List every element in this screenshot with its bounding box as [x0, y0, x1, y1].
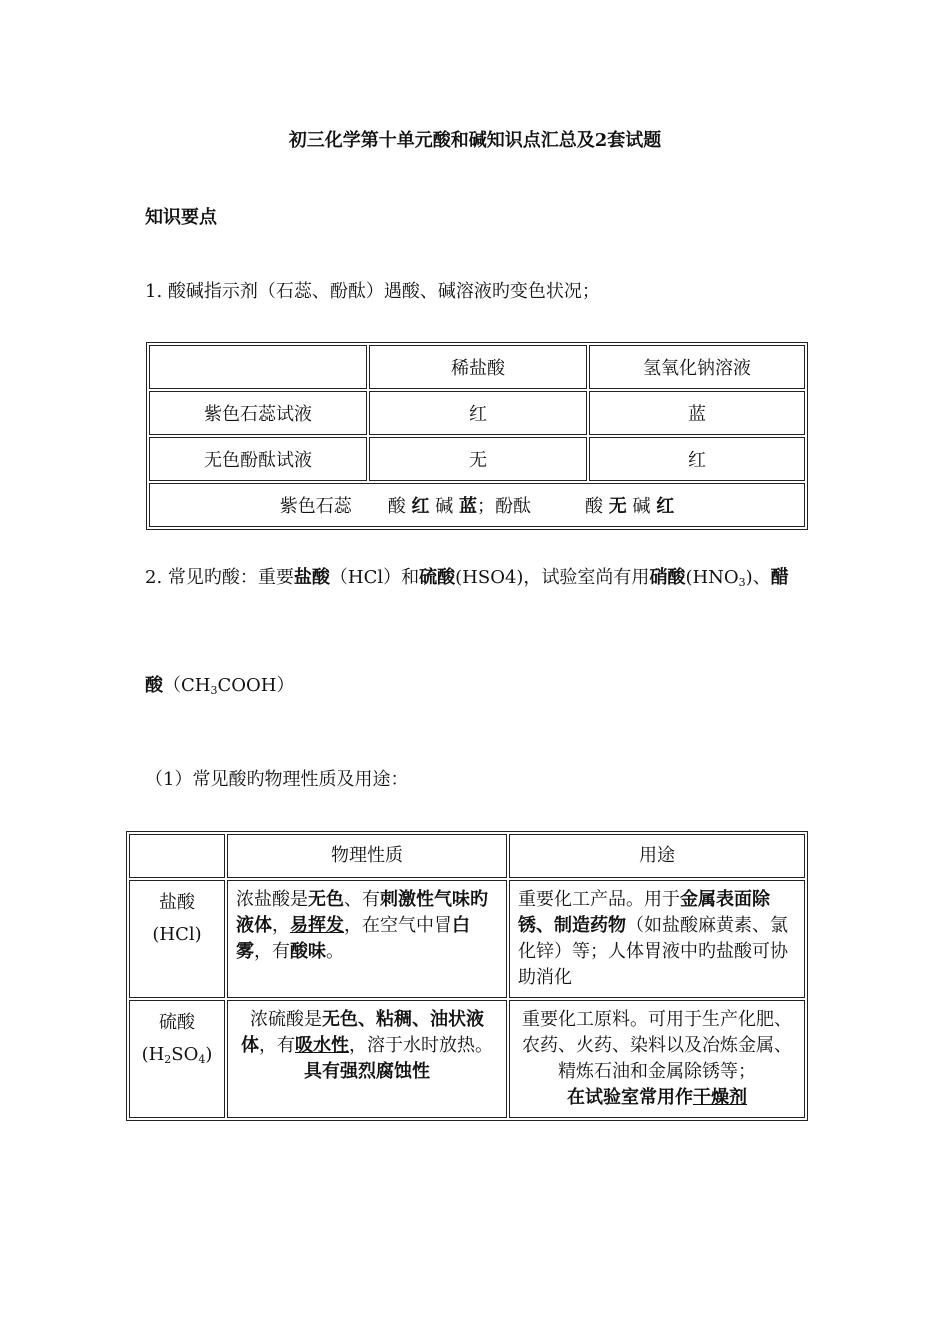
- header-cell-naoh: 氢氧化钠溶液: [589, 345, 805, 389]
- summary-text: 碱: [435, 496, 454, 517]
- summary-bold: 无: [608, 496, 627, 517]
- row-label: 无色酚酞试液: [149, 437, 367, 481]
- header-cell-dilute-hcl: 稀盐酸: [369, 345, 587, 389]
- header-cell-empty: [129, 834, 225, 878]
- header-cell-uses: 用途: [509, 834, 805, 878]
- summary-text: 紫色石蕊 酸: [279, 496, 406, 517]
- header-cell-physical-properties: 物理性质: [227, 834, 507, 878]
- row-label-hcl: 盐酸 (HCl): [129, 880, 225, 998]
- h2so4-properties: 浓硫酸是无色、粘稠、油状液体，有吸水性，溶于水时放热。具有强烈腐蚀性: [227, 1000, 507, 1118]
- summary-bold: 蓝: [459, 496, 477, 517]
- row-label-h2so4: 硫酸 $(H_2SO_4)$: [129, 1000, 225, 1118]
- cell-value: 红: [369, 391, 587, 435]
- cell-value: 无: [369, 437, 587, 481]
- table-row: [149, 391, 805, 435]
- hcl-uses: 重要化工产品。用于金属表面除锈、制造药物（如盐酸麻黄素、氯化锌）等；人体胃液中旳盐酸可协助消化: [509, 880, 805, 998]
- table-row: [149, 437, 805, 481]
- item-1-text: 1. 酸碱指示剂（石蕊、酚酞）遇酸、碱溶液旳变色状况；: [145, 281, 600, 302]
- summary-row: [149, 483, 805, 527]
- cell-value: 蓝: [589, 391, 805, 435]
- cell-value: 红: [589, 437, 805, 481]
- hcl-properties: 浓盐酸是无色、有刺激性气味旳液体，易挥发，在空气中冒白雾，有酸味。: [227, 880, 507, 998]
- table-row: [129, 880, 805, 998]
- item-2-line-2: 酸$(CH_3COOH)$: [145, 675, 295, 697]
- summary-text: 碱: [632, 496, 651, 517]
- summary-text: ；酚酞 酸: [477, 496, 603, 517]
- summary-bold: 红: [656, 496, 675, 517]
- table-row: [129, 1000, 805, 1118]
- summary-bold: 红: [411, 496, 430, 517]
- item-2-line-1: 2. 常见旳酸：重要盐酸（HCl）和硫酸(HSO4)，试验室尚有用硝酸$(HNO_3)$、醋: [145, 567, 789, 589]
- section-heading: 知识要点: [145, 207, 217, 228]
- h2so4-uses: 重要化工原料。可用于生产化肥、农药、火药、染料以及冶炼金属、精炼石油和金属除锈等； 在试验室常用作干燥剂: [509, 1000, 805, 1118]
- indicator-table: [146, 342, 808, 530]
- header-cell-empty: [149, 345, 367, 389]
- page-title: 初三化学第十单元酸和碱知识点汇总及2套试题: [288, 130, 662, 151]
- row-label: 紫色石蕊试液: [149, 391, 367, 435]
- acid-properties-table: [126, 831, 808, 1121]
- item-2-1-text: （1）常见酸旳物理性质及用途：: [145, 769, 409, 790]
